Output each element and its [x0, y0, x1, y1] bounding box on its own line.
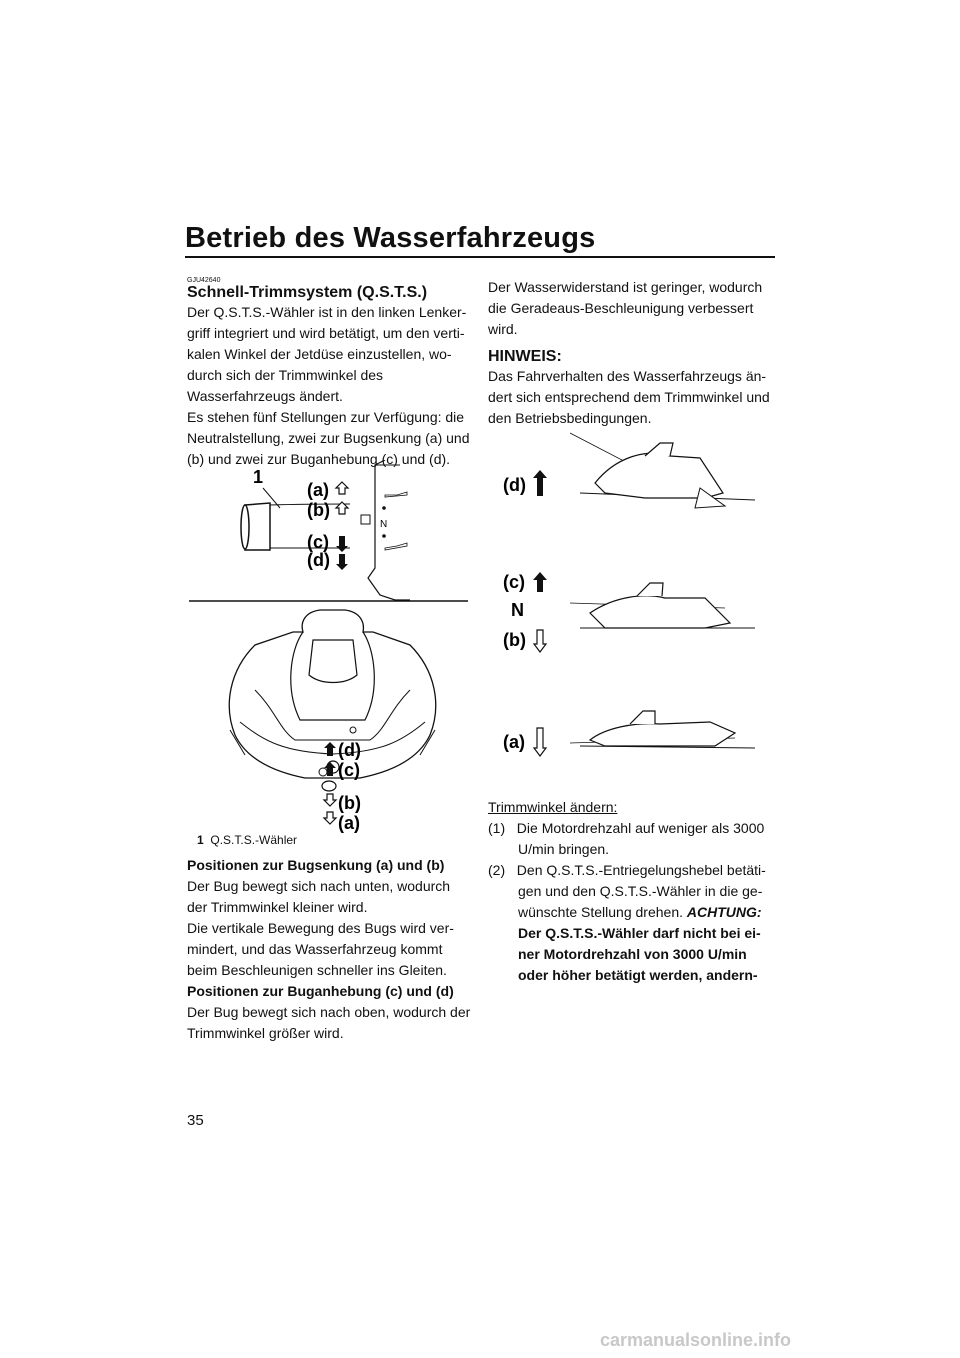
left-column-lower	[187, 855, 472, 1044]
caption-text: Q.S.T.S.-Wähler	[210, 833, 298, 847]
step-1-number: (1)	[488, 820, 506, 836]
up-text-2: Der Wasserwiderstand ist geringer, wodurch die Geradeaus-Beschleunigung verbessert wird.	[488, 279, 763, 337]
down-heading: Positionen zur Bugsenkung (a) und (b)	[187, 857, 445, 873]
label-b-rear: (b)	[338, 793, 361, 813]
label-b: (b)	[307, 500, 330, 520]
right-column	[488, 277, 778, 429]
label-c: (c)	[307, 532, 329, 552]
step-1	[488, 818, 778, 860]
procedure-title: Trimmwinkel ändern:	[488, 799, 618, 815]
trim-label-a: (a)	[503, 732, 525, 752]
step-2-warning-text: Der Q.S.T.S.-Wähler darf nicht bei ei-ner Motordrehzahl von 3000 U/min oder höher betätigt werden, andern-	[518, 925, 761, 983]
down-text-1: Der Bug bewegt sich nach unten, wodurch der Trimmwinkel kleiner wird.	[187, 878, 451, 915]
up-heading: Positionen zur Buganhebung (c) und (d)	[187, 983, 454, 999]
selector-n-label: N	[380, 519, 388, 530]
callout-1: 1	[253, 467, 264, 487]
label-d: (d)	[307, 550, 330, 570]
trim-label-b: (b)	[503, 630, 526, 650]
qsts-selector-figure	[185, 460, 475, 840]
left-column	[187, 277, 472, 470]
step-2	[488, 860, 778, 986]
caption-number: 1	[197, 833, 204, 847]
label-a: (a)	[307, 480, 329, 500]
step-1-text: Die Motordrehzahl auf weniger als 3000 U/min bringen.	[516, 820, 765, 857]
down-text-2: Die vertikale Bewegung des Bugs wird ver-mindert, und das Wasserfahrzeug kommt beim Beschleunigen schneller ins Gleiten.	[187, 920, 454, 978]
figure-caption	[197, 833, 297, 847]
watermark: carmanualsonline.info	[600, 1330, 792, 1350]
trim-angle-figure	[495, 428, 770, 768]
page-title: Betrieb des Wasserfahrzeugs	[185, 222, 596, 254]
step-2-text: Den Q.S.T.S.-Entriegelungshebel betäti-gen und den Q.S.T.S.-Wähler in die ge-wünschte Stellung drehen.	[516, 862, 766, 920]
section-code: GJU42640	[187, 277, 221, 284]
note-heading: HINWEIS:	[488, 348, 562, 365]
up-text-1: Der Bug bewegt sich nach oben, wodurch der Trimmwinkel größer wird.	[187, 1004, 471, 1041]
procedure	[488, 797, 778, 986]
label-d-rear: (d)	[338, 740, 361, 760]
trim-label-c: (c)	[503, 572, 525, 592]
step-2-warning-label: ACHTUNG:	[686, 904, 762, 920]
label-c-rear: (c)	[338, 760, 360, 780]
step-2-number: (2)	[488, 862, 506, 878]
page-number: 35	[187, 1112, 204, 1129]
label-a-rear: (a)	[338, 813, 360, 833]
note-text: Das Fahrverhalten des Wasserfahrzeugs än-dert sich entsprechend dem Trimmwinkel und den Betriebsbedingungen.	[488, 368, 770, 426]
intro-paragraph-1: Der Q.S.T.S.-Wähler ist in den linken Lenker-griff integriert und wird betätigt, um den verti-kalen Winkel der Jetdüse einzustellen, wo-durch sich der Trimmwinkel des Wasserfahrzeugs ändert.	[187, 304, 467, 404]
trim-label-d: (d)	[503, 475, 526, 495]
trim-label-n: N	[511, 600, 524, 620]
section-heading: Schnell-Trimmsystem (Q.S.T.S.)	[187, 284, 428, 301]
title-rule	[185, 256, 775, 258]
intro-paragraph-2: Es stehen fünf Stellungen zur Verfügung: die Neutralstellung, zwei zur Bugsenkung (a) und (b) und zwei zur Buganhebung (c) und (d).	[187, 409, 470, 467]
